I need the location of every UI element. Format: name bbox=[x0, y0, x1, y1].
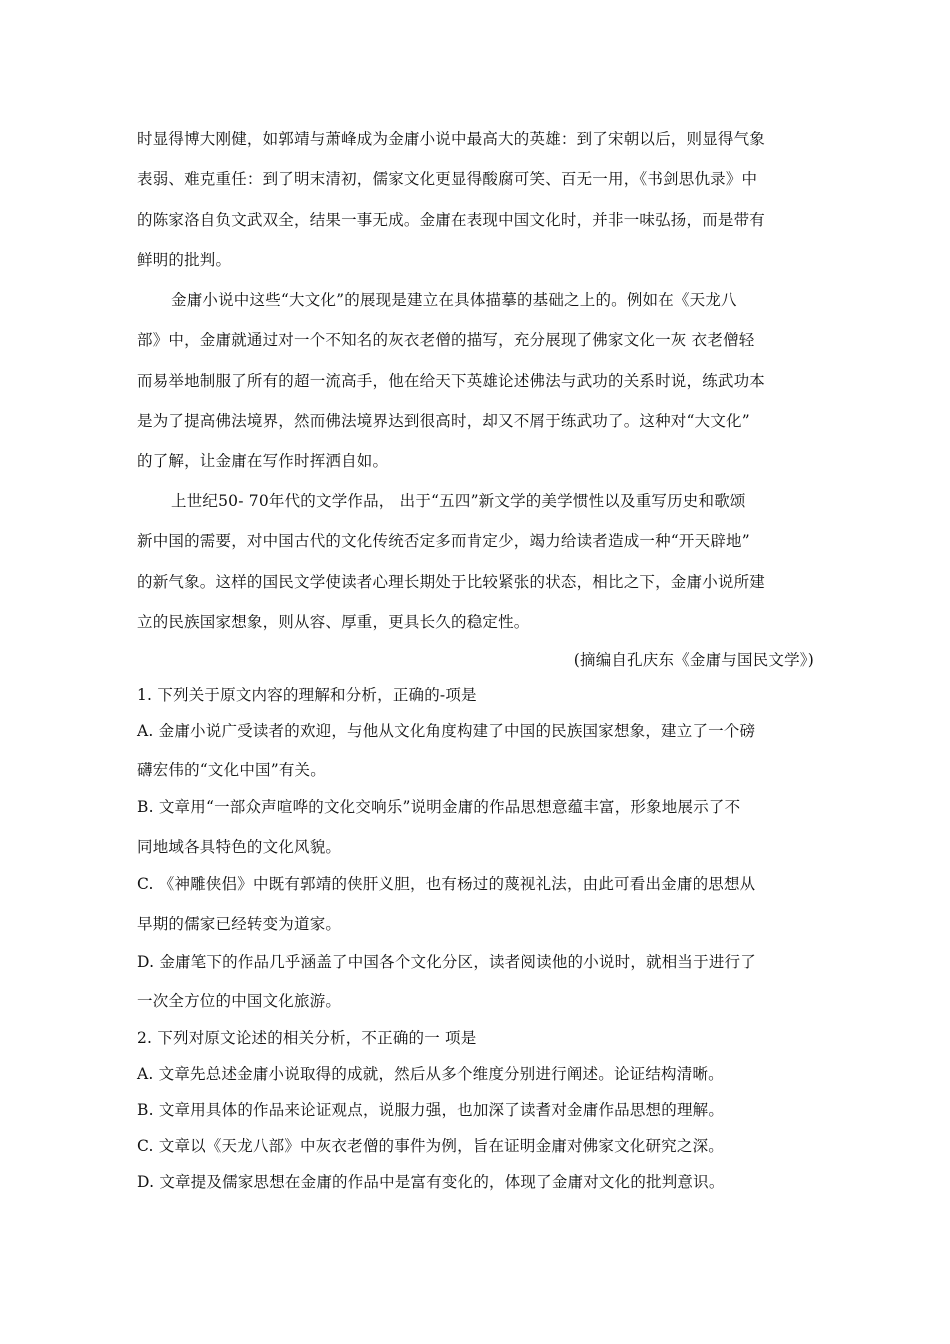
paragraph-3-line-2: 新中国的需要，对中国古代的文化传统否定多而肯定少，竭力给读者造成一种“开天辟地” bbox=[137, 532, 750, 550]
paragraph-2-line-4: 是为了提高佛法境界，然而佛法境界达到很高时，却又不屑于练武功了。这种对“大文化” bbox=[137, 412, 750, 430]
paragraph-3-line-1: 上世纪50- 70年代的文学作品， 出于“五四”新文学的美学惯性以及重写历史和歌颂 bbox=[171, 492, 746, 510]
paragraph-3-line-4: 立的民族国家想象，则从容、厚重，更具长久的稳定性。 bbox=[137, 613, 530, 631]
question-1-option-b-line-2: 同地域各具特色的文化风貌。 bbox=[137, 838, 342, 856]
question-1-option-d-line-2: 一次全方位的中国文化旅游。 bbox=[137, 992, 342, 1010]
paragraph-2-line-1: 金庸小说中这些“大文化”的展现是建立在具体描摹的基础之上的。例如在《天龙八 bbox=[171, 291, 737, 309]
question-2-stem: 2. 下列对原文论述的相关分析，不正确的一 项是 bbox=[137, 1029, 477, 1047]
paragraph-2-line-3: 而易举地制服了所有的超一流高手，他在给天下英雄论述佛法与武功的关系时说，练武功本 bbox=[137, 372, 766, 390]
question-1-option-c-line-2: 早期的儒家已经转变为道家。 bbox=[137, 915, 342, 933]
question-2-option-d: D. 文章提及儒家思想在金庸的作品中是富有变化的，体现了金庸对文化的批判意识。 bbox=[137, 1173, 725, 1191]
question-1-option-d-line-1: D. 金庸笔下的作品几乎涵盖了中国各个文化分区，读者阅读他的小说时，就相当于进行了 bbox=[137, 953, 756, 971]
paragraph-3-line-3: 的新气象。这样的国民文学使读者心理长期处于比较紧张的状态，相比之下，金庸小说所建 bbox=[137, 573, 766, 591]
question-1-option-a-line-1: A. 金庸小说广受读者的欢迎，与他从文化角度构建了中国的民族国家想象，建立了一个磅 bbox=[137, 722, 756, 740]
question-1-option-c-line-1: C. 《神雕侠侣》中既有郭靖的侠肝义胆，也有杨过的蔑视礼法，由此可看出金庸的思想从 bbox=[137, 875, 756, 893]
question-1-stem: 1. 下列关于原文内容的理解和分析，正确的-项是 bbox=[137, 686, 477, 704]
paragraph-1-line-4: 鲜明的批判。 bbox=[137, 251, 232, 269]
paragraph-2-line-5: 的了解，让金庸在写作时挥洒自如。 bbox=[137, 452, 389, 470]
question-1-option-b-line-1: B. 文章用“一部众声喧哗的文化交响乐”说明金庸的作品思想意蕴丰富，形象地展示了不 bbox=[137, 798, 741, 816]
paragraph-1-line-2: 表弱、难克重任：到了明末清初，儒家文化更显得酸腐可笑、百无一用，《书剑思仇录》中 bbox=[137, 170, 758, 188]
question-1-option-a-line-2: 礴宏伟的“文化中国”有关。 bbox=[137, 761, 326, 779]
source-citation: (摘编自孔庆东《金庸与国民文学》) bbox=[573, 651, 814, 669]
paragraph-2-line-2: 部》中，金庸就通过对一个不知名的灰衣老僧的描写，充分展现了佛家文化一灰 衣老僧轻 bbox=[137, 331, 755, 349]
question-2-option-a: A. 文章先总述金庸小说取得的成就，然后从多个维度分别进行阐述。论证结构清晰。 bbox=[137, 1065, 724, 1083]
question-2-option-c: C. 文章以《天龙八部》中灰衣老僧的事件为例，旨在证明金庸对佛家文化研究之深。 bbox=[137, 1137, 724, 1155]
paragraph-1-line-1: 时显得博大刚健，如郭靖与萧峰成为金庸小说中最高大的英雄：到了宋朝以后，则显得气象 bbox=[137, 130, 766, 148]
paragraph-1-line-3: 的陈家洛自负文武双全，结果一事无成。金庸在表现中国文化时，并非一味弘扬，而是带有 bbox=[137, 211, 766, 229]
question-2-option-b: B. 文章用具体的作品来论证观点，说服力强，也加深了读耆对金庸作品思想的理解。 bbox=[137, 1101, 725, 1119]
